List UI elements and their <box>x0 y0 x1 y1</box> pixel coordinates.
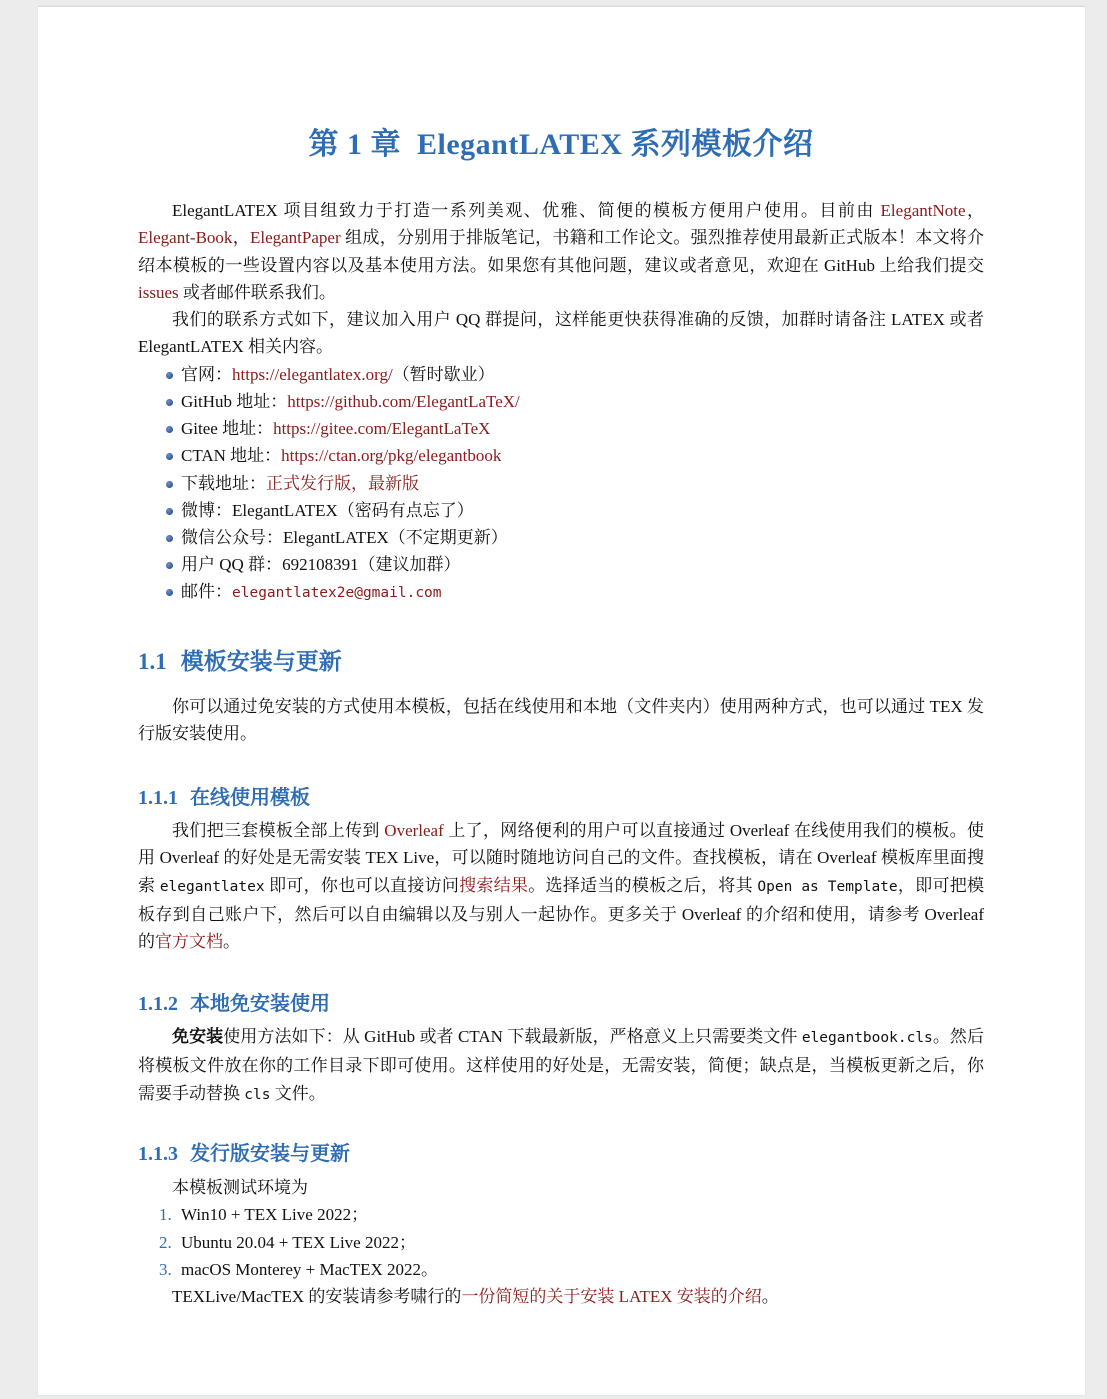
bullet-icon <box>166 426 173 433</box>
section-title: 1.1 模板安装与更新 <box>138 649 342 674</box>
list-item: 官网：https://elegantlatex.org/（暂时歇业） <box>138 361 984 388</box>
code-cls-file: elegantbook.cls <box>801 1030 933 1046</box>
github-link[interactable]: https://github.com/ElegantLaTeX/ <box>287 391 520 411</box>
subsection-title: 1.1.1 在线使用模板 <box>138 787 310 809</box>
section-1-1 <box>138 643 984 676</box>
elegantpaper-link[interactable]: ElegantPaper <box>249 228 341 248</box>
contact-list <box>138 361 984 608</box>
chapter-number: 第 1 章 <box>308 128 402 161</box>
section-1-1-body <box>138 693 984 748</box>
overleaf-link[interactable]: Overleaf <box>384 821 444 840</box>
list-item: CTAN 地址：https://ctan.org/pkg/elegantbook <box>138 442 984 469</box>
subsection-1-1-2-body <box>138 1023 984 1109</box>
email-link[interactable]: elegantlatex2e@gmail.com <box>232 585 442 602</box>
elegantnote-link[interactable]: ElegantNote <box>880 201 966 220</box>
bullet-icon <box>166 372 173 379</box>
official-docs-link[interactable]: 官方文档 <box>155 932 223 952</box>
bullet-icon <box>166 562 173 569</box>
subsection-1-1-2 <box>138 987 984 1016</box>
online-usage-paragraph: 我们把三套模板全部上传到 Overleaf 上了，网络便利的用户可以直接通过 Overleaf 在线使用我们的模板。使用 Overleaf 的好处是无需安装 TEX Live，可以随时随地访问自己的文件。查找模板，请在 Overleaf 模板库里面搜索 elegantlatex 即可，你也可以直接访问搜索结果。选择适当的模板之后，将其 Open as Template，即可把模板存到自己账户下，然后可以自由编辑以及与别人一起协作。更多关于 Overleaf 的介绍和使用，请参考 Overleaf 的官方文档。 <box>138 821 985 952</box>
subsection-title: 1.1.3 发行版安装与更新 <box>138 1143 350 1165</box>
download-links[interactable]: 正式发行版，最新版 <box>266 473 419 493</box>
chapter-name: ElegantLATEX 系列模板介绍 <box>417 128 814 161</box>
local-usage-paragraph: 免安装使用方法如下：从 GitHub 或者 CTAN 下载最新版，严格意义上只需要类文件 elegantbook.cls。然后将模板文件放在你的工作目录下即可使用。这样使用的好处是，无需安装，简便；缺点是，当模板更新之后，你需要手动替换 cls 文件。 <box>138 1027 985 1103</box>
code-open-as-template: Open as Template <box>757 878 898 895</box>
list-item: 3. macOS Monterey + MacTEX 2022。 <box>159 1259 438 1279</box>
intro-paragraph-2: 我们的联系方式如下，建议加入用户 QQ 群提问，这样能更快获得准确的反馈，加群时请备注 LATEX 或者 ElegantLATEX 相关内容。 <box>138 310 984 357</box>
list-item: 1. Win10 + TEX Live 2022； <box>159 1205 369 1225</box>
install-guide-paragraph: TEXLive/MacTEX 的安装请参考啸行的一份简短的关于安装 LATEX 安装的介绍。 <box>172 1287 779 1307</box>
list-item: 微信公众号：ElegantLATEX（不定期更新） <box>138 524 984 551</box>
list-item: 下载地址：正式发行版，最新版 <box>138 470 984 497</box>
intro-block <box>138 197 984 608</box>
elegantbook-link[interactable]: Elegant-Book <box>138 228 233 248</box>
code-cls: cls <box>244 1086 271 1103</box>
bullet-icon <box>166 399 173 406</box>
issues-link[interactable]: issues <box>138 282 179 302</box>
list-item: 2. Ubuntu 20.04 + TEX Live 2022； <box>159 1232 416 1252</box>
bullet-icon <box>166 481 173 488</box>
list-item: 用户 QQ 群：692108391（建议加群） <box>138 551 984 578</box>
document-page <box>38 6 1085 1395</box>
subsection-1-1-1 <box>138 781 984 810</box>
list-item: 微博：ElegantLATEX（密码有点忘了） <box>138 497 984 524</box>
subsection-1-1-3-body <box>138 1174 984 1310</box>
website-link[interactable]: https://elegantlatex.org/ <box>232 364 393 384</box>
list-item: GitHub 地址：https://github.com/ElegantLaTeX/ <box>138 388 984 415</box>
code-elegantlatex: elegantlatex <box>159 878 265 895</box>
test-env-list <box>138 1201 984 1283</box>
search-results-link[interactable]: 搜索结果 <box>459 875 529 895</box>
ctan-link[interactable]: https://ctan.org/pkg/elegantbook <box>281 446 502 466</box>
chapter-title <box>138 119 984 163</box>
gitee-link[interactable]: https://gitee.com/ElegantLaTeX <box>273 419 491 439</box>
bullet-icon <box>166 508 173 515</box>
intro-paragraph-1: ElegantLATEX 项目组致力于打造一系列美观、优雅、简便的模板方便用户使用。目前由 ElegantNote，Elegant-Book，ElegantPaper 组成，分别用于排版笔记，书籍和工作论文。强烈推荐使用最新正式版本！本文将介绍本模板的一些设置内容以及基本使用方法。如果您有其他问题，建议或者意见，欢迎在 GitHub 上给我们提交 issues 或者邮件联系我们。 <box>138 201 985 302</box>
test-env-intro: 本模板测试环境为 <box>172 1178 308 1197</box>
list-item: Gitee 地址：https://gitee.com/ElegantLaTeX <box>138 415 984 442</box>
list-item: 邮件：elegantlatex2e@gmail.com <box>138 578 984 607</box>
bullet-icon <box>166 535 173 542</box>
subsection-1-1-3 <box>138 1137 984 1166</box>
install-guide-link[interactable]: 一份简短的关于安装 LATEX 安装的介绍 <box>461 1287 762 1307</box>
bullet-icon <box>166 589 173 596</box>
subsection-title: 1.1.2 本地免安装使用 <box>138 993 330 1015</box>
section-paragraph: 你可以通过免安装的方式使用本模板，包括在线使用和本地（文件夹内）使用两种方式，也可以通过 TEX 发行版安装使用。 <box>138 697 984 744</box>
subsection-1-1-1-body <box>138 817 984 955</box>
bullet-icon <box>166 453 173 460</box>
